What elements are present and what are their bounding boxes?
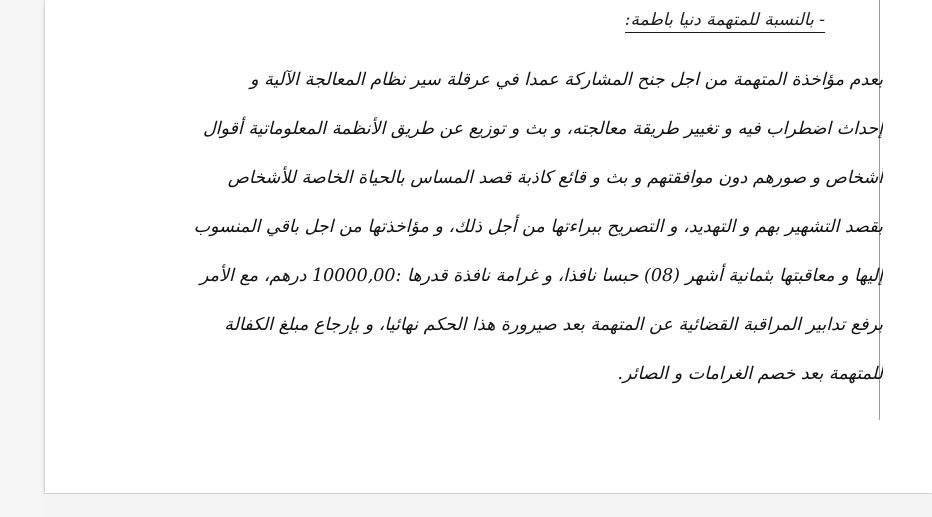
paragraph-line: للمتهمة بعد خصم الغرامات و الصائر. <box>617 364 883 384</box>
paragraph-line: إحداث اضطراب فيه و تغيير طريقة معالجته، و بث و توزيع عن طريق الأنظمة المعلوماتية أقوال <box>202 119 883 139</box>
paragraph-line: بقصد التشهير بهم و التهديد، و التصريح ببراءتها من أجل ذلك، و مؤاخذتها من اجل باقي المنسوب <box>193 217 883 237</box>
paragraph-line: إليها و معاقبتها بثمانية أشهر (08) حبسا نافذا، و غرامة نافذة قدرها :10000,00 درهم، مع الأمر <box>200 266 883 286</box>
judgment-paragraph <box>157 56 883 399</box>
document-page <box>44 0 932 493</box>
paragraph-line: أشخاص و صورهم دون موافقتهم و بث و قائع كاذبة قصد المساس بالحياة الخاصة للأشخاص <box>227 168 883 188</box>
background-left-strip <box>0 0 44 517</box>
section-heading: - بالنسبة للمتهمة دنيا باطمة: <box>625 10 825 33</box>
background-bottom-band <box>44 494 932 517</box>
paragraph-line: بعدم مؤاخذة المتهمة من اجل جنح المشاركة عمدا في عرقلة سير نظام المعالجة الآلية و <box>250 70 883 90</box>
paragraph-line: برفع تدابير المراقبة القضائية عن المتهمة بعد صيرورة هذا الحكم نهائيا، و بإرجاع مبلغ الكفالة <box>224 315 883 335</box>
